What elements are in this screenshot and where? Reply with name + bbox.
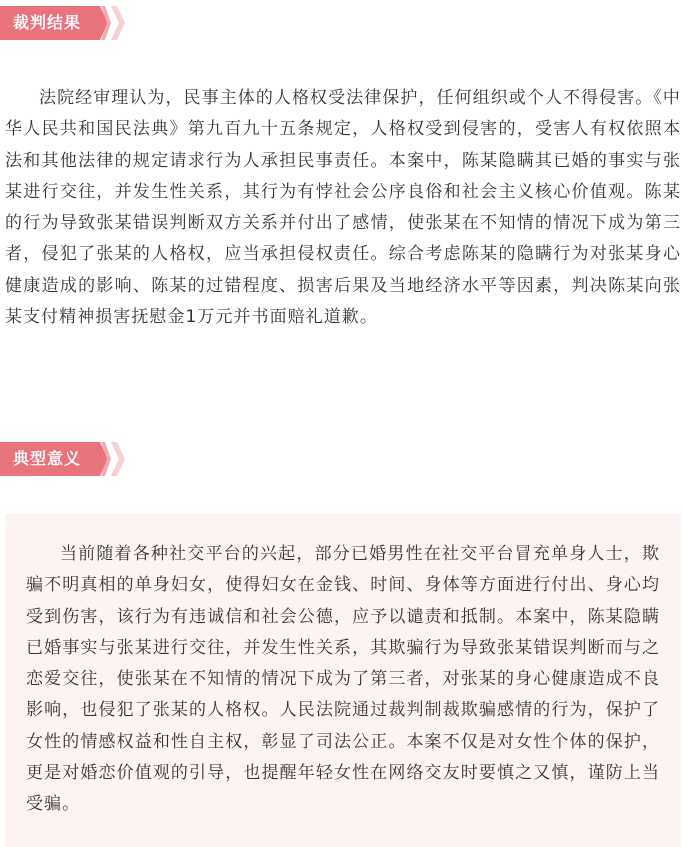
significance-paragraph: 当前随着各种社交平台的兴起，部分已婚男性在社交平台冒充单身人士，欺骗不明真相的单身妇女，使得妇女在金钱、时间、身体等方面进行付出、身心均受到伤害，该行为有违诚信和社会公德，应予以谴责和抵制。本案中，陈某隐瞒已婚事实与张某进行交往，并发生性关系，其欺骗行为导致张某错误判断而与之恋爱交往，使张某在不知情的情况下成为了第三者，对张某的身心健康造成不良影响，也侵犯了张某的人格权。人民法院通过裁判制裁欺骗感情的行为，保护了女性的情感权益和性自主权，彰显了司法公正。本案不仅是对女性个体的保护，更是对婚恋价值观的引导，也提醒年轻女性在网络交友时要慎之又慎，谨防上当受骗。 (26, 544, 660, 815)
section-heading-significance: 典型意义 (13, 449, 82, 468)
section-heading-result: 裁判结果 (13, 13, 82, 32)
section-heading-tag-significance (0, 442, 130, 476)
section-heading-tag-result (0, 6, 130, 40)
heading-tag-chevron-stripe (111, 442, 125, 476)
result-paragraph: 法院经审理认为，民事主体的人格权受法律保护，任何组织或个人不得侵害。《中华人民共和国民法典》第九百九十五条规定，人格权受到侵害的，受害人有权依照本法和其他法律的规定请求行为人承担民事责任。本案中，陈某隐瞒其已婚的事实与张某进行交往，并发生性关系，其行为有悖社会公序良俗和社会主义核心价值观。陈某的行为导致张某错误判断双方关系并付出了感情，使张某在不知情的情况下成为第三者，侵犯了张某的人格权，应当承担侵权责任。综合考虑陈某的隐瞒行为对张某身心健康造成的影响、陈某的过错程度、损害后果及当地经济水平等因素，判决陈某向张某支付精神损害抚慰金1万元并书面赔礼道歉。 (5, 88, 681, 328)
heading-tag-chevron-stripe (111, 6, 125, 40)
